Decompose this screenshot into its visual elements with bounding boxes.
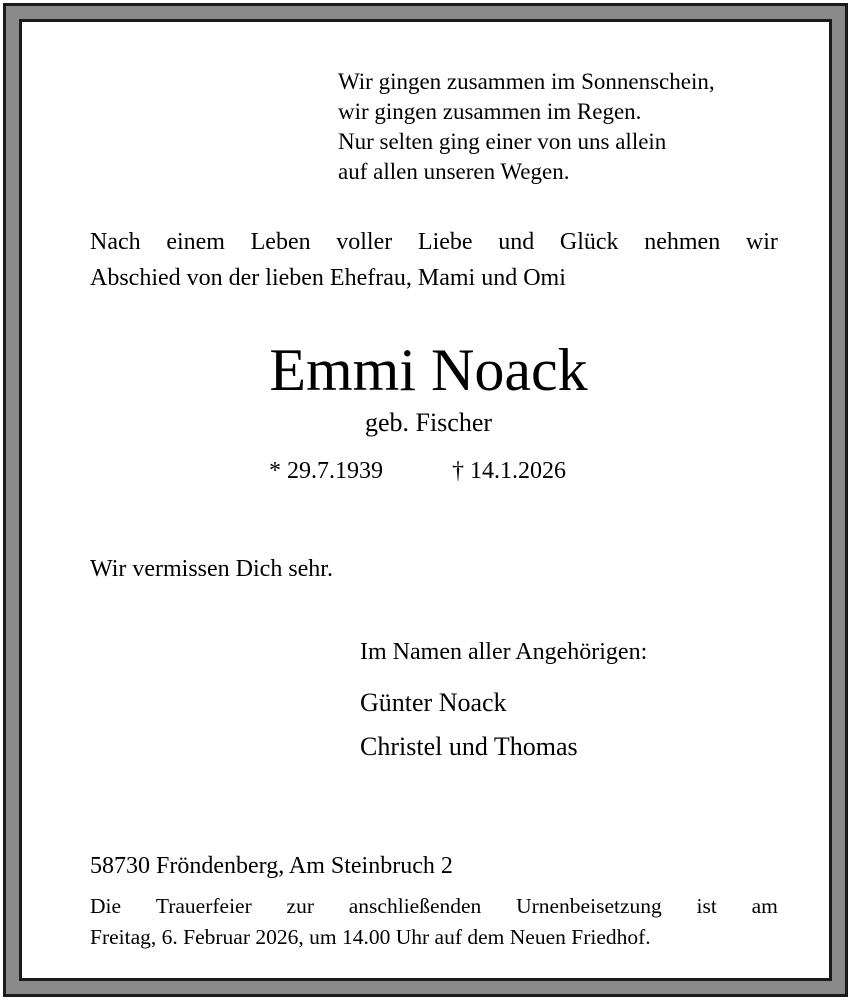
ceremony-line-2: Freitag, 6. Februar 2026, um 14.00 Uhr auf dem Neuen Friedhof.	[90, 925, 651, 949]
ceremony-word: zur	[286, 894, 314, 918]
intro-line-1	[90, 230, 778, 254]
intro-word: nehmen	[644, 229, 721, 255]
intro-word: wir	[745, 229, 778, 255]
mourner-name: Christel und Thomas	[360, 732, 578, 761]
farewell-text: Wir vermissen Dich sehr.	[90, 556, 333, 582]
ceremony-line-1	[90, 896, 778, 918]
ceremony-word: Trauerfeier	[155, 894, 252, 918]
death-date: † 14.1.2026	[452, 458, 566, 484]
intro-word: Glück	[559, 229, 619, 255]
ceremony-word: ist	[696, 894, 717, 918]
ceremony-word: Die	[90, 894, 122, 918]
birth-name: geb. Fischer	[364, 408, 493, 437]
outer-frame	[3, 3, 848, 997]
intro-word: und	[498, 229, 535, 255]
deceased-name: Emmi Noack	[269, 337, 588, 403]
poem-line: Wir gingen zusammen im Sonnenschein,	[338, 69, 715, 94]
ceremony-word: Urnenbeisetzung	[516, 894, 662, 918]
intro-word: einem	[166, 229, 225, 255]
poem-line: wir gingen zusammen im Regen.	[338, 99, 642, 124]
mourners-heading: Im Namen aller Angehörigen:	[360, 639, 648, 665]
intro-word: voller	[336, 229, 393, 255]
obituary-panel	[19, 19, 832, 981]
mourner-name: Günter Noack	[360, 688, 507, 717]
poem-line: Nur selten ging einer von uns allein	[338, 129, 667, 154]
intro-line-2: Abschied von der lieben Ehefrau, Mami und Omi	[90, 265, 566, 291]
birth-date: * 29.7.1939	[269, 458, 383, 484]
intro-word: Leben	[250, 229, 311, 255]
poem-line: auf allen unseren Wegen.	[338, 159, 570, 184]
address: 58730 Fröndenberg, Am Steinbruch 2	[90, 853, 453, 879]
ceremony-word: anschließenden	[348, 894, 482, 918]
intro-word: Liebe	[417, 229, 473, 255]
ceremony-word: am	[751, 894, 778, 918]
intro-word: Nach	[90, 229, 141, 255]
